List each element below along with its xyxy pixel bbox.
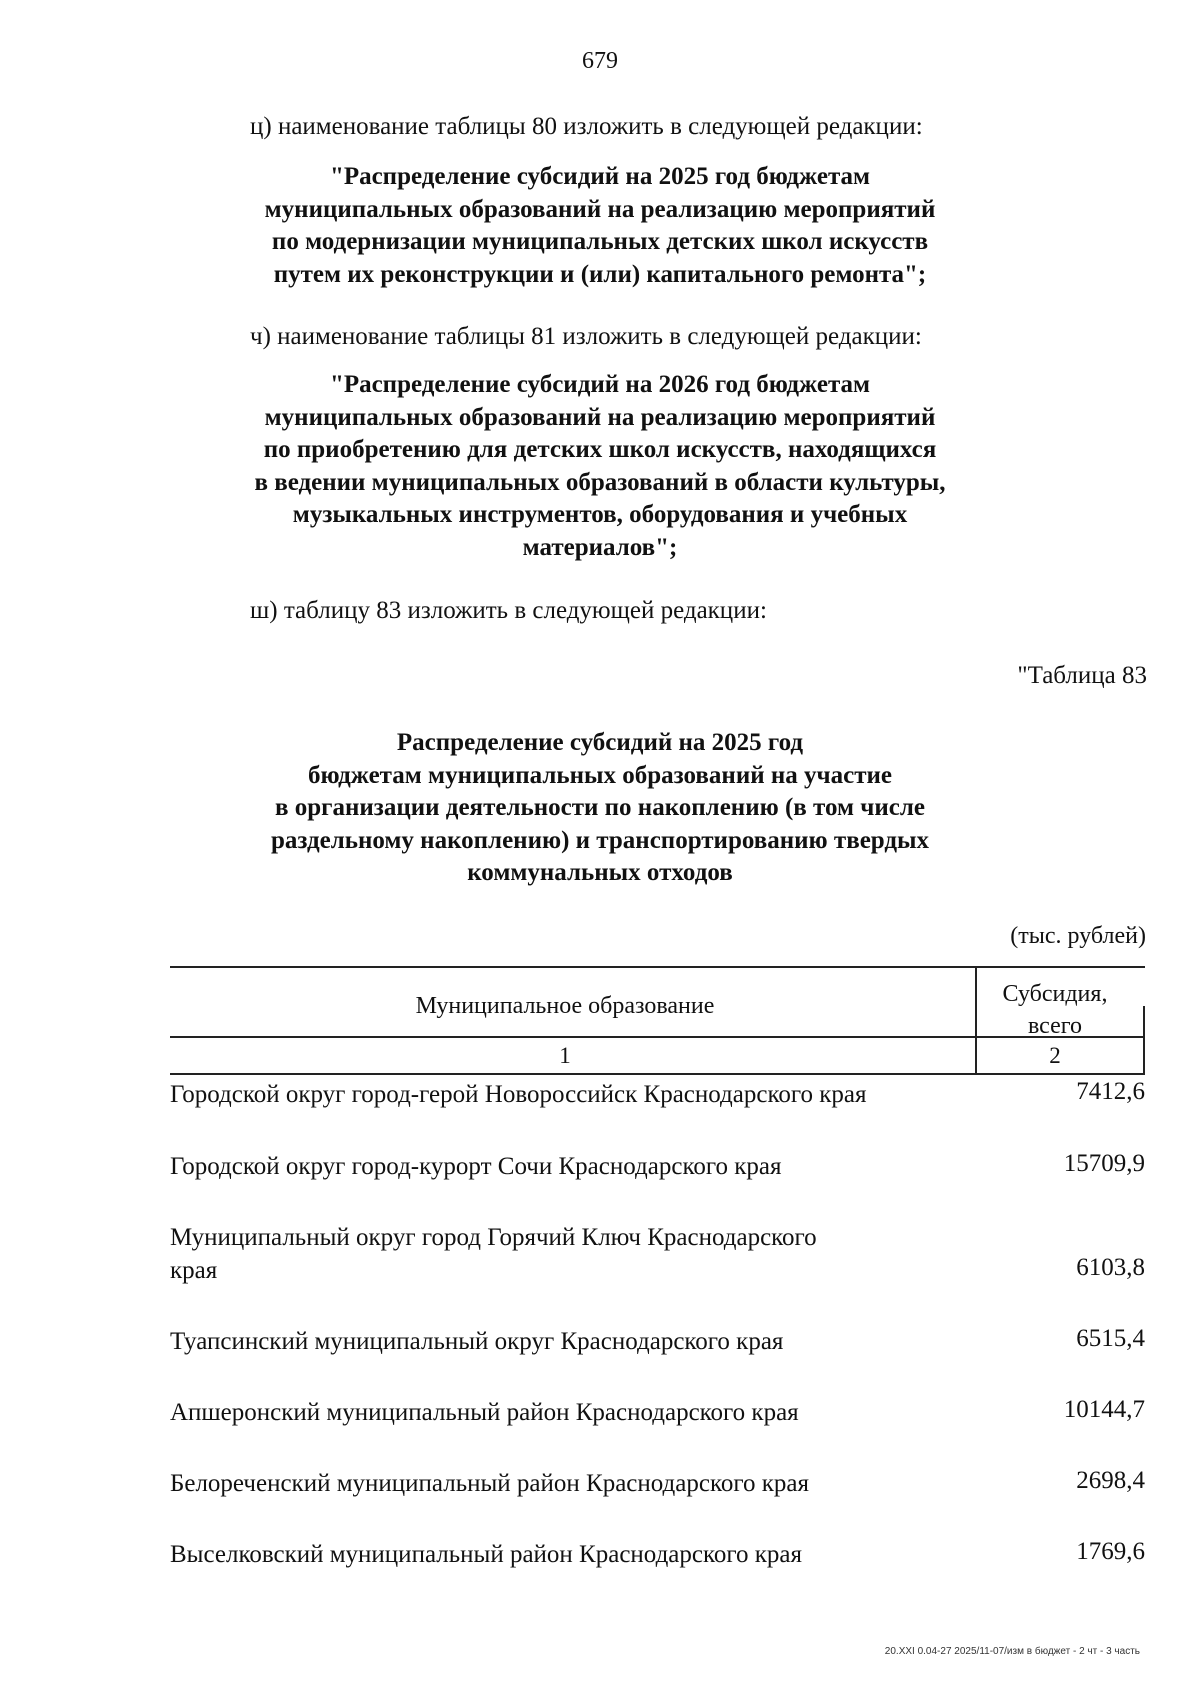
table-title-line: Распределение субсидий на 2025 год — [396, 729, 804, 756]
paragraph-ch: ч) наименование таблицы 81 изложить в следующей редакции: — [250, 323, 922, 350]
table-title-line: в организации деятельности по накоплению (в том числе — [274, 794, 926, 821]
table-row-value: 10144,7 — [1063, 1396, 1145, 1423]
table-label: "Таблица 83 — [1017, 662, 1147, 689]
paragraph-ts: ц) наименование таблицы 80 изложить в следующей редакции: — [250, 113, 923, 140]
table-title-line: бюджетам муниципальных образований на участие — [307, 761, 893, 789]
document-footer: 20.XXI 0.04-27 2025/11-07/изм в бюджет - 2 чт - 3 часть — [884, 1646, 1140, 1657]
paragraph-sh: ш) таблицу 83 изложить в следующей редакции: — [250, 597, 767, 624]
title-81-line: "Распределение субсидий на 2026 год бюджетам — [329, 371, 871, 398]
table-row-value: 6515,4 — [1076, 1325, 1145, 1352]
table-83-title — [0, 727, 1200, 890]
table-row-value: 15709,9 — [1063, 1150, 1145, 1177]
title-table-80 — [0, 161, 1200, 291]
table-row-name-line: края — [170, 1257, 218, 1284]
table-row-value: 1769,6 — [1076, 1538, 1145, 1565]
title-80-line: путем их реконструкции и (или) капитального ремонта"; — [273, 260, 927, 288]
table-row-name: Туапсинский муниципальный округ Краснодарского края — [170, 1328, 784, 1355]
table-column-divider — [975, 966, 977, 1074]
table-row-name-line: Муниципальный округ город Горячий Ключ Краснодарского — [170, 1224, 817, 1251]
title-81-line: по приобретению для детских школ искусств, находящихся — [263, 436, 937, 463]
column-number: 1 — [559, 1043, 571, 1068]
table-number-border — [170, 1073, 1145, 1075]
title-80-line: по модернизации муниципальных детских школ искусств — [271, 228, 929, 255]
table-row-name: Городской округ город-курорт Сочи Краснодарского края — [170, 1153, 782, 1180]
title-table-81 — [0, 369, 1200, 564]
table-row-name: Городской округ город-герой Новороссийск Краснодарского края — [170, 1081, 867, 1108]
table-row-name — [170, 1221, 990, 1287]
table-row-name: Белореченский муниципальный район Краснодарского края — [170, 1470, 809, 1497]
title-81-line: музыкальных инструментов, оборудования и учебных — [292, 501, 908, 528]
units-label: (тыс. рублей) — [1010, 923, 1146, 949]
table-row-name: Апшеронский муниципальный район Краснодарского края — [170, 1399, 799, 1426]
table-row-name: Выселковский муниципальный район Краснодарского края — [170, 1541, 802, 1568]
table-title-line: коммунальных отходов — [467, 859, 733, 886]
column-header-municipality: Муниципальное образование — [415, 993, 715, 1019]
column-header-subsidy-line: всего — [1027, 1013, 1083, 1039]
column-header-subsidy-line: Субсидия, — [1002, 981, 1108, 1007]
title-81-line: муниципальных образований на реализацию мероприятий — [264, 403, 936, 431]
page-number: 679 — [582, 48, 618, 74]
title-81-line: материалов"; — [522, 533, 678, 561]
table-right-border — [1143, 1006, 1145, 1074]
table-row-value: 2698,4 — [1076, 1467, 1145, 1494]
title-80-line: "Распределение субсидий на 2025 год бюджетам — [329, 163, 871, 190]
table-title-line: раздельному накоплению) и транспортированию твердых — [270, 826, 930, 854]
table-top-border — [170, 966, 1145, 968]
column-header-subsidy — [985, 978, 1125, 1042]
title-81-line: в ведении муниципальных образований в области культуры, — [254, 468, 946, 496]
table-row-value: 7412,6 — [1076, 1078, 1145, 1105]
table-row-value: 6103,8 — [1076, 1254, 1145, 1281]
title-80-line: муниципальных образований на реализацию мероприятий — [264, 195, 936, 223]
column-number: 2 — [1049, 1043, 1061, 1068]
